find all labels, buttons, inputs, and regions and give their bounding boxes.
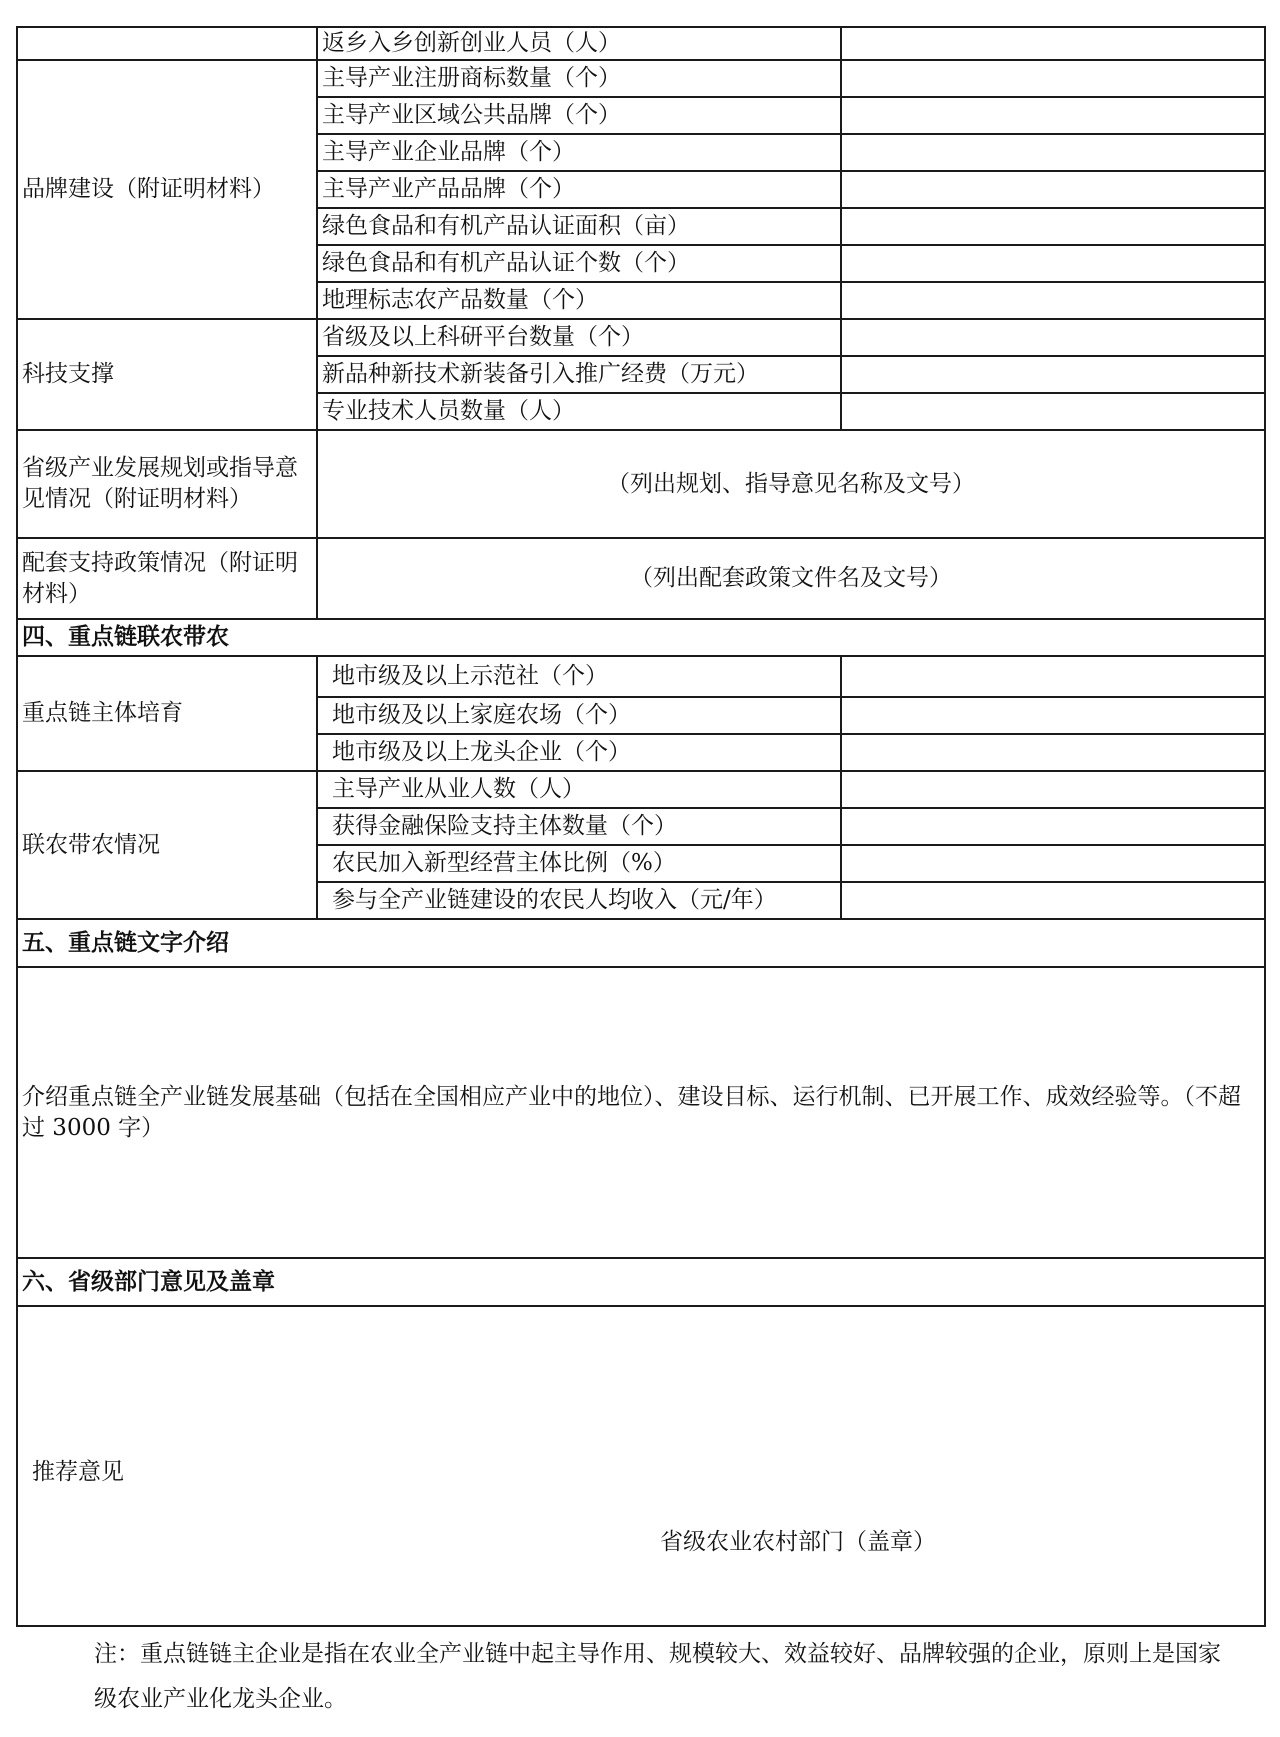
value-cell[interactable]: [841, 97, 1265, 134]
value-cell[interactable]: [841, 356, 1265, 393]
item-cell: 主导产业从业人数（人）: [317, 771, 841, 808]
item-cell: 地理标志农产品数量（个）: [317, 282, 841, 319]
section-4-heading: 四、重点链联农带农: [17, 619, 1265, 656]
footnote: 注：重点链链主企业是指在农业全产业链中起主导作用、规模较大、效益较好、品牌较强的企业，原则上是国家级农业产业化龙头企业。: [94, 1641, 1221, 1712]
category-brand-building: 品牌建设（附证明材料）: [17, 60, 317, 319]
plan-note-cell[interactable]: （列出规划、指导意见名称及文号）: [317, 430, 1265, 538]
value-cell[interactable]: [841, 171, 1265, 208]
recommendation-label: 推荐意见: [32, 1459, 124, 1486]
table-row: [17, 1306, 1265, 1626]
category-linkage: 联农带农情况: [17, 771, 317, 919]
category-plan: 省级产业发展规划或指导意见情况（附证明材料）: [17, 430, 317, 538]
item-cell: 返乡入乡创新创业人员（人）: [317, 27, 841, 60]
item-cell: 绿色食品和有机产品认证个数（个）: [317, 245, 841, 282]
table-row: [17, 656, 1265, 697]
value-cell[interactable]: [841, 771, 1265, 808]
form-page: [16, 26, 1264, 1627]
value-cell[interactable]: [841, 319, 1265, 356]
table-row: [17, 919, 1265, 967]
table-row: [17, 619, 1265, 656]
value-cell[interactable]: [841, 208, 1265, 245]
intro-text-area[interactable]: 介绍重点链全产业链发展基础（包括在全国相应产业中的地位）、建设目标、运行机制、已开展工作、成效经验等。（不超过 3000 字）: [17, 967, 1265, 1258]
category-tech-support: 科技支撑: [17, 319, 317, 430]
value-cell[interactable]: [841, 845, 1265, 882]
item-cell: 主导产业产品品牌（个）: [317, 171, 841, 208]
item-cell: 地市级及以上龙头企业（个）: [317, 734, 841, 771]
value-cell[interactable]: [841, 60, 1265, 97]
category-cultivation: 重点链主体培育: [17, 656, 317, 771]
recommendation-area[interactable]: [17, 1306, 1265, 1626]
category-cell-empty: [17, 27, 317, 60]
item-cell: 地市级及以上示范社（个）: [317, 656, 841, 697]
value-cell[interactable]: [841, 808, 1265, 845]
value-cell[interactable]: [841, 27, 1265, 60]
item-cell: 主导产业区域公共品牌（个）: [317, 97, 841, 134]
stamp-label: 省级农业农村部门（盖章）: [660, 1529, 936, 1556]
policy-note-cell[interactable]: （列出配套政策文件名及文号）: [317, 538, 1265, 619]
section-6-heading: 六、省级部门意见及盖章: [17, 1258, 1265, 1306]
value-cell[interactable]: [841, 393, 1265, 430]
application-form-table: [16, 26, 1266, 1627]
section-5-heading: 五、重点链文字介绍: [17, 919, 1265, 967]
table-row: [17, 967, 1265, 1258]
value-cell[interactable]: [841, 697, 1265, 734]
item-cell: 省级及以上科研平台数量（个）: [317, 319, 841, 356]
item-cell: 农民加入新型经营主体比例（%）: [317, 845, 841, 882]
item-cell: 主导产业企业品牌（个）: [317, 134, 841, 171]
value-cell[interactable]: [841, 245, 1265, 282]
value-cell[interactable]: [841, 734, 1265, 771]
table-row: [17, 1258, 1265, 1306]
table-row: [17, 60, 1265, 97]
table-row: [17, 430, 1265, 538]
table-row: [17, 319, 1265, 356]
item-cell: 绿色食品和有机产品认证面积（亩）: [317, 208, 841, 245]
item-cell: 主导产业注册商标数量（个）: [317, 60, 841, 97]
value-cell[interactable]: [841, 134, 1265, 171]
table-row: [17, 27, 1265, 60]
item-cell: 新品种新技术新装备引入推广经费（万元）: [317, 356, 841, 393]
category-policy: 配套支持政策情况（附证明材料）: [17, 538, 317, 619]
item-cell: 参与全产业链建设的农民人均收入（元/年）: [317, 882, 841, 919]
table-row: [17, 538, 1265, 619]
value-cell[interactable]: [841, 656, 1265, 697]
item-cell: 获得金融保险支持主体数量（个）: [317, 808, 841, 845]
table-row: [17, 771, 1265, 808]
value-cell[interactable]: [841, 282, 1265, 319]
value-cell[interactable]: [841, 882, 1265, 919]
item-cell: 专业技术人员数量（人）: [317, 393, 841, 430]
item-cell: 地市级及以上家庭农场（个）: [317, 697, 841, 734]
